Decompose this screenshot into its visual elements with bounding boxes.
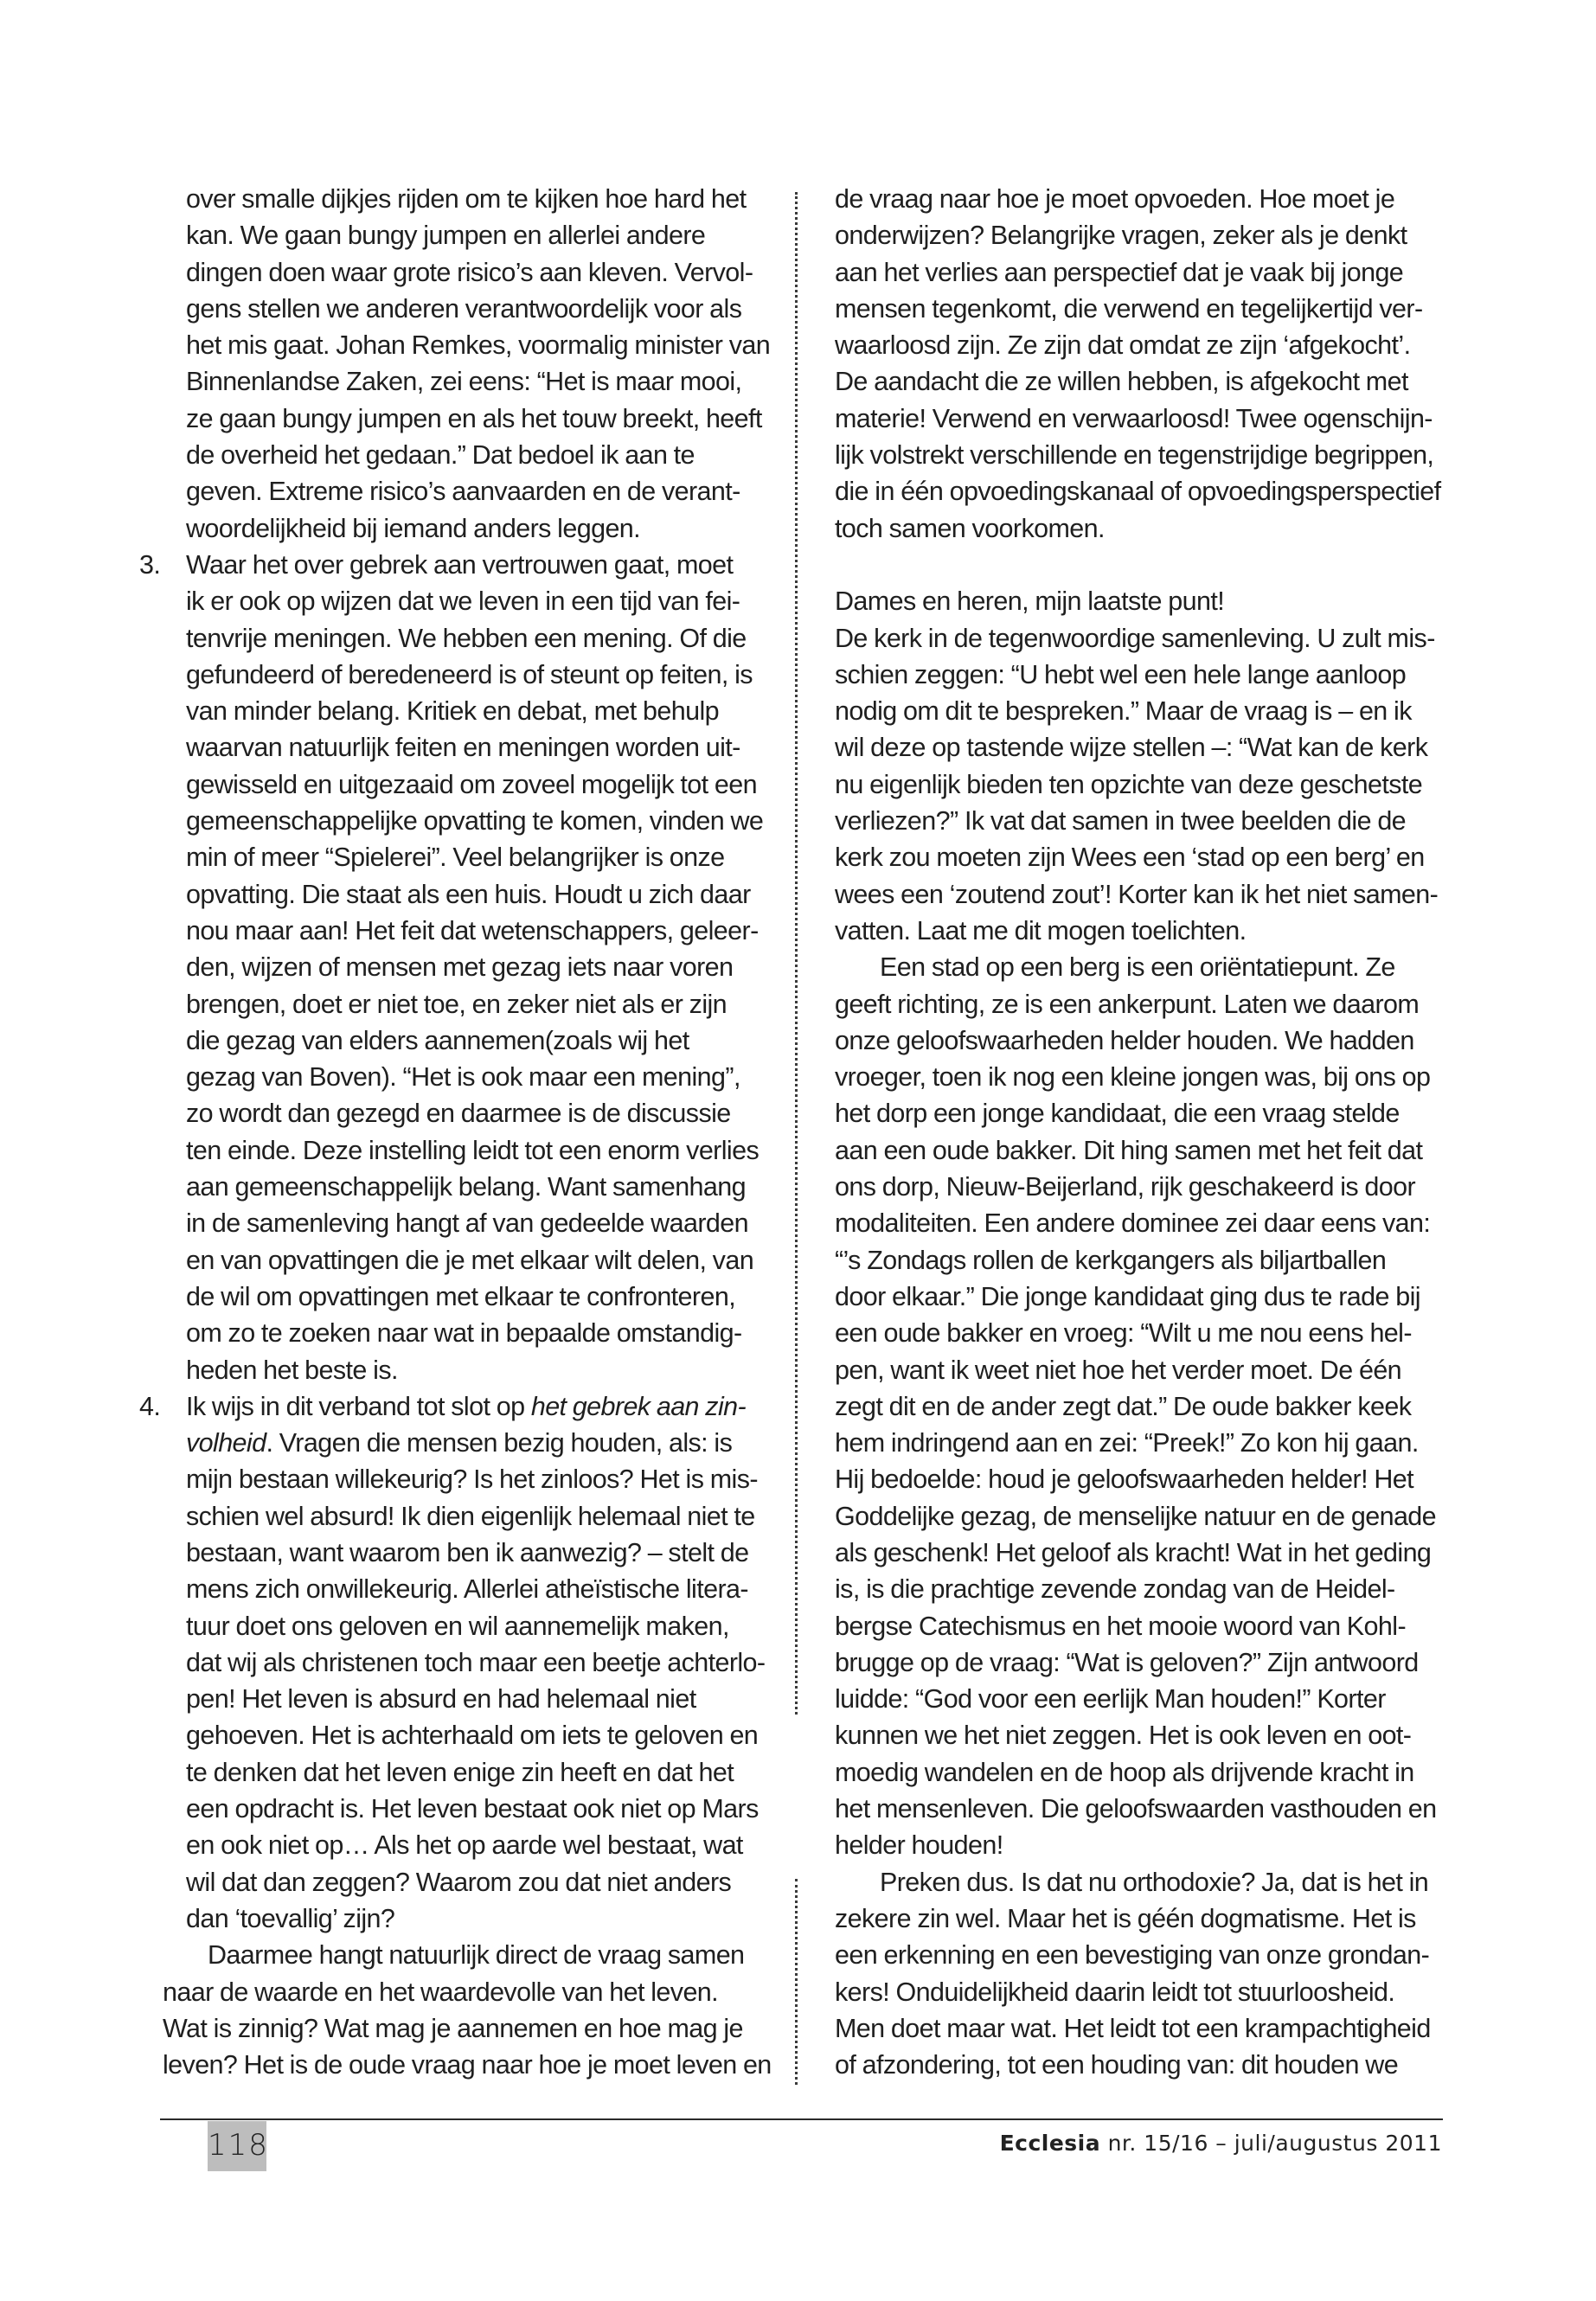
text-line: brengen, doet er niet toe, en zeker niet als er zijn xyxy=(186,989,727,1019)
text-line: zo wordt dan gezegd en daarmee is de discussie xyxy=(186,1099,731,1129)
text-line: of afzondering, tot een houding van: dit houden we xyxy=(835,2050,1399,2080)
text-line: leven? Het is de oude vraag naar hoe je moet leven en xyxy=(163,2050,772,2080)
text-line: het mis gaat. Johan Remkes, voormalig minister van xyxy=(186,330,771,361)
text-line: in de samenleving hangt af van gedeelde waarden xyxy=(186,1208,748,1239)
text-line: wil dat dan zeggen? Waarom zou dat niet anders xyxy=(186,1867,732,1897)
text-line: het mensenleven. Die geloofswaarden vasthouden en xyxy=(835,1794,1437,1824)
text-run: . Vragen die mensen bezig houden, als: is xyxy=(266,1428,733,1458)
text-line: Daarmee hangt natuurlijk direct de vraag samen xyxy=(208,1940,745,1971)
text-line: Waar het over gebrek aan vertrouwen gaat, moet xyxy=(186,549,734,580)
text-line xyxy=(186,1388,790,1425)
text-line: brugge op de vraag: “Wat is geloven?” Zijn antwoord xyxy=(835,1647,1419,1677)
paragraph-gap xyxy=(835,547,1445,583)
text-line: toch samen voorkomen. xyxy=(835,513,1105,543)
text-line: Goddelijke gezag, de menselijke natuur en de genade xyxy=(835,1501,1437,1531)
text-line: een opdracht is. Het leven bestaat ook niet op Mars xyxy=(186,1794,759,1824)
left-column xyxy=(139,181,790,2083)
text-line: pen! Het leven is absurd en had helemaal niet xyxy=(186,1684,696,1715)
text-line: kerk zou moeten zijn Wees een ‘stad op een berg’ en xyxy=(835,843,1425,873)
paragraph-upbringing xyxy=(835,181,1445,547)
text-line: bestaan, want waarom ben ik aanwezig? – stelt de xyxy=(186,1537,749,1567)
text-line: kan. We gaan bungy jumpen en allerlei andere xyxy=(186,221,706,251)
text-line: Wat is zinnig? Wat mag je aannemen en hoe mag je xyxy=(163,2013,743,2043)
text-line: verliezen?” Ik vat dat samen in twee beelden die de xyxy=(835,806,1407,836)
text-line: vatten. Laat me dit mogen toelichten. xyxy=(835,915,1247,945)
text-line: Men doet maar wat. Het leidt tot een krampachtigheid xyxy=(835,2013,1431,2043)
text-line: nodig om dit te bespreken.” Maar de vraag is – en ik xyxy=(835,696,1412,727)
text-line: tenvrije meningen. We hebben een mening. Of die xyxy=(186,623,747,653)
text-line: Preken dus. Is dat nu orthodoxie? Ja, dat is het in xyxy=(880,1867,1429,1897)
text-line: mensen tegenkomt, die verwend en tegelijkertijd ver- xyxy=(835,293,1423,324)
text-line: onze geloofswaarheden helder houden. We hadden xyxy=(835,1025,1414,1055)
text-line: Dames en heren, mijn laatste punt! xyxy=(835,586,1225,617)
text-line: De aandacht die ze willen hebben, is afgekocht met xyxy=(835,367,1408,397)
text-line: zekere zin wel. Maar het is géén dogmatisme. Het is xyxy=(835,1903,1416,1933)
text-line: mijn bestaan willekeurig? Is het zinloos? Het is mis- xyxy=(186,1465,758,1495)
footer-masthead xyxy=(1000,2131,1442,2156)
magazine-name: Ecclesia xyxy=(999,2131,1101,2156)
list-number: 4. xyxy=(139,1391,161,1421)
right-column xyxy=(835,181,1445,2083)
intro-continuation xyxy=(163,181,790,547)
text-line: Een stad op een berg is een oriëntatiepunt. Ze xyxy=(880,952,1395,983)
text-line: bergse Catechismus en het mooie woord van Kohl- xyxy=(835,1611,1407,1641)
text-line: woordelijkheid bij iemand anders leggen. xyxy=(186,513,641,543)
text-line: kunnen we het niet zeggen. Het is ook leven en oot- xyxy=(835,1721,1412,1751)
text-line: over smalle dijkjes rijden om te kijken hoe hard het xyxy=(186,184,747,214)
text-line: gewisseld en uitgezaaid om zoveel mogelijk tot een xyxy=(186,769,757,799)
emphasis-text: het gebrek aan zin- xyxy=(530,1391,747,1421)
text-line: den, wijzen of mensen met gezag iets naar voren xyxy=(186,952,734,983)
text-line: de overheid het gedaan.” Dat bedoel ik aan te xyxy=(186,440,695,471)
text-line: en ook niet op… Als het op aarde wel bestaat, wat xyxy=(186,1830,743,1861)
text-line: de wil om opvattingen met elkaar te confronteren, xyxy=(186,1281,736,1311)
text-line: Binnenlandse Zaken, zei eens: “Het is maar mooi, xyxy=(186,367,742,397)
text-line: vroeger, toen ik nog een kleine jongen was, bij ons op xyxy=(835,1062,1431,1093)
text-line: ze gaan bungy jumpen en als het touw breekt, heeft xyxy=(186,403,762,433)
text-line: geven. Extreme risico’s aanvaarden en de verant- xyxy=(186,477,740,507)
text-line: ten einde. Deze instelling leidt tot een enorm verlies xyxy=(186,1135,760,1165)
text-line: gens stellen we anderen verantwoordelijk voor als xyxy=(186,293,742,324)
text-line: is, is die prachtige zevende zondag van de Heidel- xyxy=(835,1574,1395,1605)
column-divider-upper xyxy=(795,192,798,1715)
text-line: om zo te zoeken naar wat in bepaalde omstandig- xyxy=(186,1318,742,1349)
text-line: ons dorp, Nieuw-Beijerland, rijk geschakeerd is door xyxy=(835,1172,1416,1202)
text-line: aan een oude bakker. Dit hing samen met het feit dat xyxy=(835,1135,1423,1165)
list-number: 3. xyxy=(139,549,161,580)
text-line: hem indringend aan en zei: “Preek!” Zo kon hij gaan. xyxy=(835,1428,1419,1458)
text-line: heden het beste is. xyxy=(186,1355,398,1385)
text-line: wees een ‘zoutend zout’! Korter kan ik het niet samen- xyxy=(835,879,1439,909)
text-line: “’s Zondags rollen de kerkgangers als biljartballen xyxy=(835,1245,1387,1275)
text-line: dat wij als christenen toch maar een beetje achterlo- xyxy=(186,1647,766,1677)
text-line: geeft richting, ze is een ankerpunt. Laten we daarom xyxy=(835,989,1420,1019)
page-number-box xyxy=(208,2121,269,2171)
closing-paragraph xyxy=(163,1937,790,2083)
emphasis-text: volheid xyxy=(186,1428,266,1458)
text-line: door elkaar.” Die jonge kandidaat ging dus te rade bij xyxy=(835,1281,1420,1311)
text-line: en van opvattingen die je met elkaar wilt delen, van xyxy=(186,1245,754,1275)
text-run: Ik wijs in dit verband tot slot op xyxy=(186,1391,531,1421)
text-line: naar de waarde en het waardevolle van het leven. xyxy=(163,1977,719,2007)
text-line: gemeenschappelijke opvatting te komen, vinden we xyxy=(186,806,764,836)
text-line: lijk volstrekt verschillende en tegenstrijdige begrippen, xyxy=(835,440,1434,471)
text-line: een erkenning en een bevestiging van onze grondan- xyxy=(835,1940,1430,1971)
text-line: aan gemeenschappelijk belang. Want samenhang xyxy=(186,1172,747,1202)
text-line: materie! Verwend en verwaarloosd! Twee ogenschijn- xyxy=(835,403,1433,433)
issue-info: nr. 15/16 – juli/augustus 2011 xyxy=(1107,2131,1442,2156)
text-line: aan het verlies aan perspectief dat je vaak bij jonge xyxy=(835,257,1404,287)
text-line: Hij bedoelde: houd je geloofswaarheden helder! Het xyxy=(835,1465,1413,1495)
text-line: te denken dat het leven enige zin heeft en dat het xyxy=(186,1757,734,1787)
text-line xyxy=(186,1425,790,1461)
text-line: dingen doen waar grote risico’s aan kleven. Vervol- xyxy=(186,257,753,287)
text-line: pen, want ik weet niet hoe het verder moet. De één xyxy=(835,1355,1402,1385)
text-line: schien zeggen: “U hebt wel een hele lange aanloop xyxy=(835,659,1407,689)
text-line: dan ‘toevallig’ zijn? xyxy=(186,1903,395,1933)
page-number: 118 xyxy=(208,2128,269,2163)
paragraph-city-on-hill xyxy=(835,949,1445,1863)
text-line: nu eigenlijk bieden ten opzichte van deze geschetste xyxy=(835,769,1423,799)
text-line: moedig wandelen en de hoop als drijvende kracht in xyxy=(835,1757,1414,1787)
text-line: het dorp een jonge kandidaat, die een vraag stelde xyxy=(835,1099,1400,1129)
text-line: tuur doet ons geloven en wil aannemelijk maken, xyxy=(186,1611,729,1641)
text-line: een oude bakker en vroeg: “Wilt u me nou eens hel- xyxy=(835,1318,1412,1349)
text-line: modaliteiten. Een andere dominee zei daar eens van: xyxy=(835,1208,1431,1239)
text-line: als geschenk! Het geloof als kracht! Wat in het geding xyxy=(835,1537,1432,1567)
text-line: onderwijzen? Belangrijke vragen, zeker als je denkt xyxy=(835,221,1407,251)
text-line: min of meer “Spielerei”. Veel belangrijker is onze xyxy=(186,843,725,873)
paragraph-preaching xyxy=(835,1864,1445,2084)
text-line: gezag van Boven). “Het is ook maar een mening”, xyxy=(186,1062,740,1093)
text-line: die gezag van elders aannemen(zoals wij het xyxy=(186,1025,689,1055)
text-line: gehoeven. Het is achterhaald om iets te geloven en xyxy=(186,1721,759,1751)
footer-rule xyxy=(160,2118,1443,2120)
paragraph-last-point xyxy=(835,583,1445,949)
text-line: helder houden! xyxy=(835,1830,1003,1861)
text-line: mens zich onwillekeurig. Allerlei atheïstische litera- xyxy=(186,1574,748,1605)
text-line: de vraag naar hoe je moet opvoeden. Hoe moet je xyxy=(835,184,1395,214)
text-line: opvatting. Die staat als een huis. Houdt u zich daar xyxy=(186,879,751,909)
text-line: van minder belang. Kritiek en debat, met behulp xyxy=(186,696,719,727)
text-line: zegt dit en de ander zegt dat.” De oude bakker keek xyxy=(835,1391,1412,1421)
text-line: gefundeerd of beredeneerd is of steunt op feiten, is xyxy=(186,659,753,689)
text-line: die in één opvoedingskanaal of opvoedingsperspectief xyxy=(835,477,1441,507)
text-line: kers! Onduidelijkheid daarin leidt tot stuurloosheid. xyxy=(835,1977,1395,2007)
list-item-3 xyxy=(139,547,790,1388)
text-line: De kerk in de tegenwoordige samenleving. U zult mis- xyxy=(835,623,1435,653)
text-line: ik er ook op wijzen dat we leven in een tijd van fei- xyxy=(186,586,740,617)
text-line: waarloosd zijn. Ze zijn dat omdat ze zijn ‘afgekocht’. xyxy=(835,330,1411,361)
list-item-4 xyxy=(139,1388,790,1937)
text-line: wil deze op tastende wijze stellen –: “Wat kan de kerk xyxy=(835,733,1428,763)
text-line: schien wel absurd! Ik dien eigenlijk helemaal niet te xyxy=(186,1501,755,1531)
text-line: waarvan natuurlijk feiten en meningen worden uit- xyxy=(186,733,740,763)
column-divider-lower xyxy=(795,1879,798,2085)
text-line: nou maar aan! Het feit dat wetenschappers, geleer- xyxy=(186,915,759,945)
text-line: luidde: “God voor een eerlijk Man houden!” Korter xyxy=(835,1684,1386,1715)
